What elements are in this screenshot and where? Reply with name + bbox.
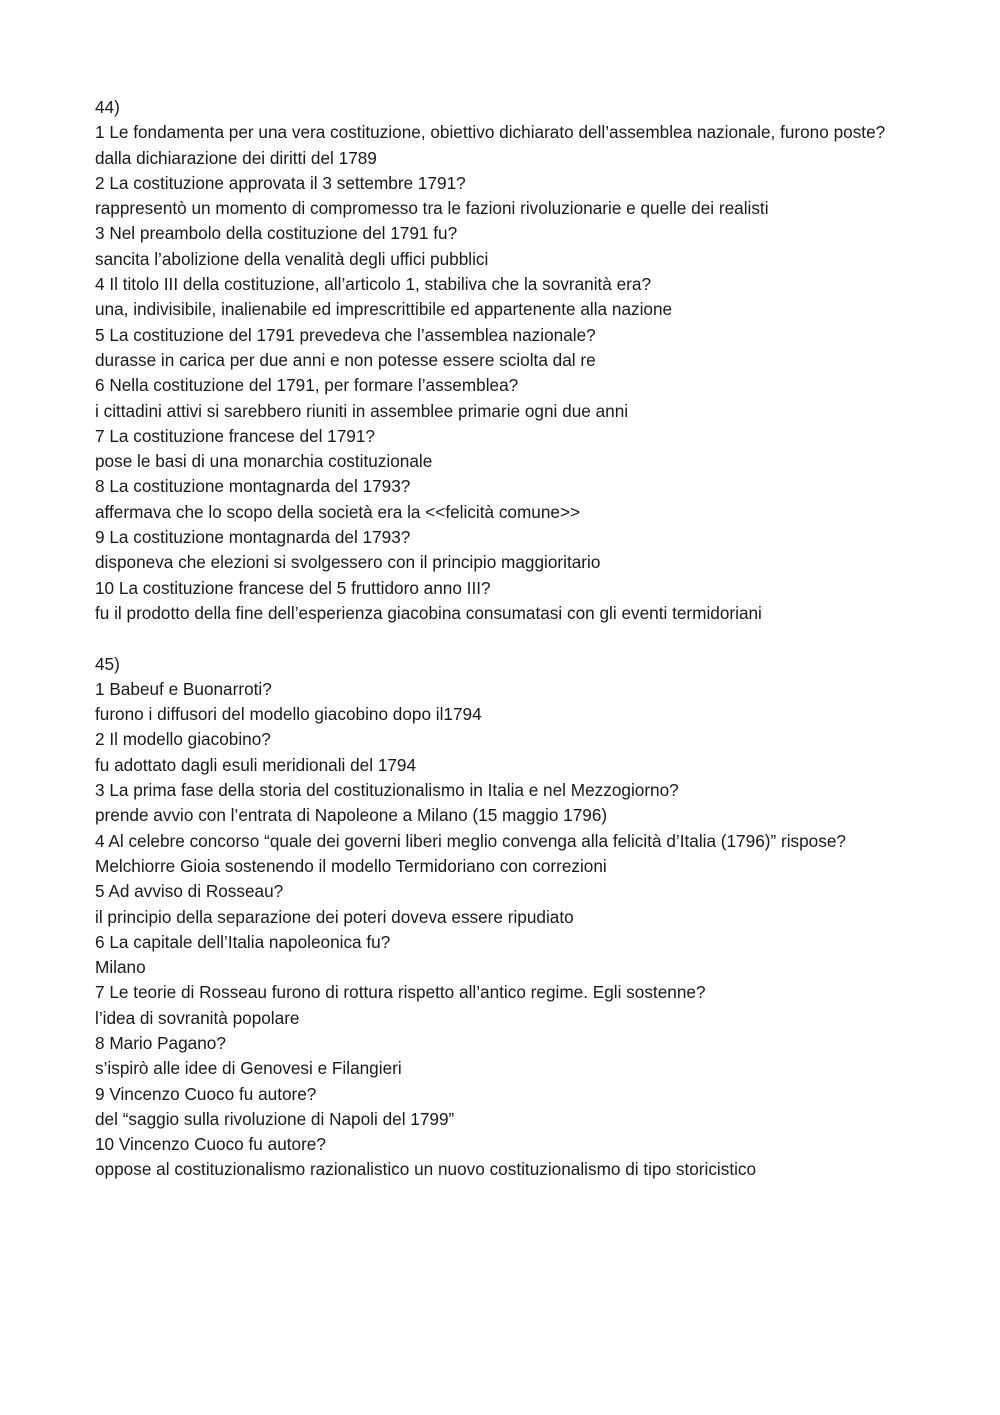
- question-text: 10 La costituzione francese del 5 fruttidoro anno III?: [95, 577, 491, 598]
- answer-text: durasse in carica per due anni e non potesse essere sciolta dal re: [95, 349, 596, 370]
- answer-text: fu il prodotto della fine dell’esperienza giacobina consumatasi con gli eventi termidoriani: [95, 602, 762, 623]
- question-text: 6 La capitale dell’Italia napoleonica fu?: [95, 931, 391, 952]
- answer-text: i cittadini attivi si sarebbero riuniti in assemblee primarie ogni due anni: [95, 400, 629, 421]
- answer-text: prende avvio con l’entrata di Napoleone a Milano (15 maggio 1796): [95, 805, 608, 826]
- question-text: 8 Mario Pagano?: [95, 1032, 226, 1053]
- answer-text: furono i diffusori del modello giacobino dopo il1794: [95, 704, 482, 725]
- question-text: 4 Al celebre concorso “quale dei governi liberi meglio convenga alla felicità d’Italia (1796)” rispose?: [95, 830, 846, 851]
- answer-text: il principio della separazione dei poteri doveva essere ripudiato: [95, 906, 574, 927]
- question-text: 5 Ad avviso di Rosseau?: [95, 881, 284, 902]
- section-45: [95, 652, 945, 1183]
- answer-text: del “saggio sulla rivoluzione di Napoli del 1799”: [95, 1108, 455, 1129]
- answer-text: Milano: [95, 957, 146, 978]
- question-text: 1 Le fondamenta per una vera costituzione, obiettivo dichiarato dell’assemblea nazionale, furono poste?: [95, 122, 886, 143]
- question-text: 8 La costituzione montagnarda del 1793?: [95, 476, 411, 497]
- answer-text: l’idea di sovranità popolare: [95, 1007, 300, 1028]
- answer-text: disponeva che elezioni si svolgessero con il principio maggioritario: [95, 552, 601, 573]
- question-text: 5 La costituzione del 1791 prevedeva che l’assemblea nazionale?: [95, 324, 596, 345]
- answer-text: Melchiorre Gioia sostenendo il modello Termidoriano con correzioni: [95, 855, 607, 876]
- question-text: 2 Il modello giacobino?: [95, 729, 271, 750]
- answer-text: pose le basi di una monarchia costituzionale: [95, 451, 433, 472]
- document-page: [95, 95, 945, 1183]
- answer-text: s’ispirò alle idee di Genovesi e Filangieri: [95, 1058, 402, 1079]
- answer-text: una, indivisibile, inalienabile ed imprescrittibile ed appartenente alla nazione: [95, 299, 673, 320]
- question-text: 7 La costituzione francese del 1791?: [95, 425, 375, 446]
- answer-text: dalla dichiarazione dei diritti del 1789: [95, 147, 377, 168]
- answer-text: oppose al costituzionalismo razionalistico un nuovo costituzionalismo di tipo storicistico: [95, 1159, 757, 1180]
- answer-text: affermava che lo scopo della società era la <<felicità comune>>: [95, 501, 581, 522]
- section-44: [95, 95, 945, 626]
- question-text: 2 La costituzione approvata il 3 settembre 1791?: [95, 172, 466, 193]
- question-text: 6 Nella costituzione del 1791, per formare l’assemblea?: [95, 375, 519, 396]
- section-heading: 44): [95, 97, 120, 117]
- question-text: 3 Nel preambolo della costituzione del 1791 fu?: [95, 223, 458, 244]
- answer-text: fu adottato dagli esuli meridionali del 1794: [95, 754, 417, 775]
- question-text: 7 Le teorie di Rosseau furono di rottura rispetto all’antico regime. Egli sostenne?: [95, 982, 706, 1003]
- question-text: 9 La costituzione montagnarda del 1793?: [95, 527, 411, 548]
- answer-text: sancita l’abolizione della venalità degli uffici pubblici: [95, 248, 489, 269]
- question-text: 10 Vincenzo Cuoco fu autore?: [95, 1134, 326, 1155]
- question-text: 3 La prima fase della storia del costituzionalismo in Italia e nel Mezzogiorno?: [95, 780, 679, 801]
- section-heading: 45): [95, 653, 120, 674]
- question-text: 4 Il titolo III della costituzione, all’articolo 1, stabiliva che la sovranità era?: [95, 274, 652, 295]
- answer-text: rappresentò un momento di compromesso tra le fazioni rivoluzionarie e quelle dei realisti: [95, 198, 769, 219]
- question-text: 9 Vincenzo Cuoco fu autore?: [95, 1083, 317, 1104]
- question-text: 1 Babeuf e Buonarroti?: [95, 678, 272, 699]
